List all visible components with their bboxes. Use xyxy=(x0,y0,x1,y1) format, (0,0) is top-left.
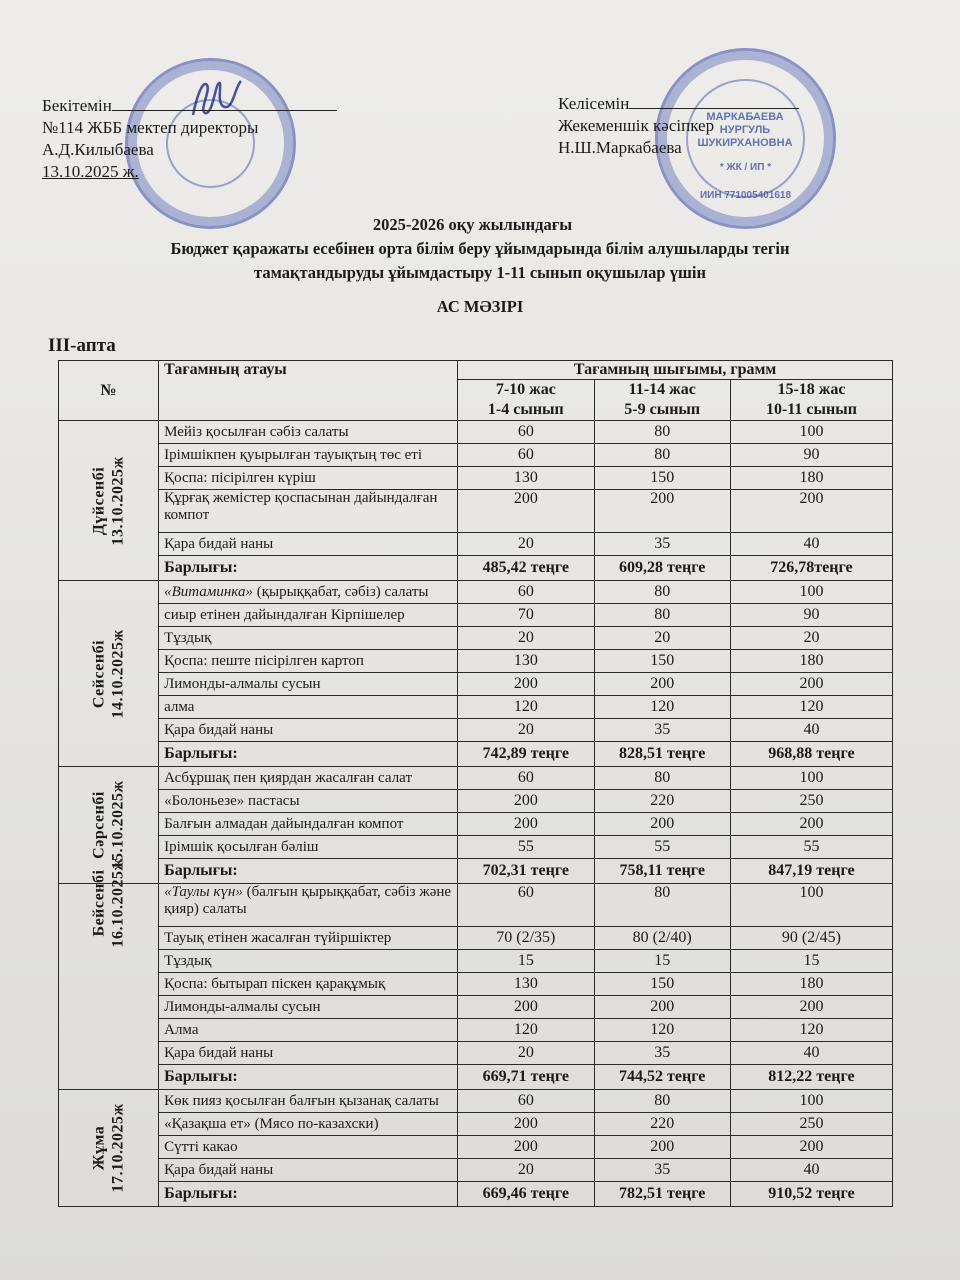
agreement-name: Н.Ш.Маркабаева xyxy=(558,138,682,157)
portion-grams: 60 xyxy=(458,767,594,790)
day-label xyxy=(90,780,128,869)
total-price: 669,46 теңге xyxy=(458,1182,594,1207)
portion-grams: 35 xyxy=(594,719,730,742)
portion-grams: 200 xyxy=(458,673,594,696)
dish-name: Алма xyxy=(164,1021,199,1038)
portion-grams: 80 xyxy=(594,444,730,467)
stamp-iin: ИИН 771005401618 xyxy=(699,190,792,201)
table-row xyxy=(59,1113,893,1136)
portion-grams: 80 (2/40) xyxy=(594,927,730,950)
portion-grams: 55 xyxy=(458,836,594,859)
approval-position: №114 ЖББ мектеп директоры xyxy=(42,118,259,137)
portion-grams: 35 xyxy=(594,1159,730,1182)
dish-name: Балғын алмадан дайындалған компот xyxy=(164,815,404,832)
dish-name: Құрғақ жемістер қоспасынан дайындалған компот xyxy=(164,490,438,523)
table-row xyxy=(59,490,893,533)
portion-grams: 100 xyxy=(730,1090,892,1113)
portion-grams: 200 xyxy=(594,673,730,696)
dish-brand-name: «Таулы күн» xyxy=(164,884,243,900)
header-number: № xyxy=(59,361,159,421)
dish-name-cell xyxy=(159,790,458,813)
dish-name-cell xyxy=(159,973,458,996)
dish-name: (қырыққабат, сәбіз) салаты xyxy=(252,583,429,600)
total-row xyxy=(59,1182,893,1207)
portion-grams: 40 xyxy=(730,1159,892,1182)
dish-name: алма xyxy=(164,698,195,715)
dish-name-cell xyxy=(159,1090,458,1113)
dish-name: Лимонды-алмалы сусын xyxy=(164,675,321,692)
portion-grams: 200 xyxy=(594,813,730,836)
portion-grams: 200 xyxy=(458,790,594,813)
portion-grams: 130 xyxy=(458,973,594,996)
portion-grams: 120 xyxy=(730,696,892,719)
table-row xyxy=(59,927,893,950)
portion-grams: 80 xyxy=(594,1090,730,1113)
dish-name: Қара бидай наны xyxy=(164,1161,274,1178)
dish-name-cell xyxy=(159,673,458,696)
day-label xyxy=(90,858,128,947)
day-date: 15.10.2025ж xyxy=(109,780,127,870)
portion-grams: 60 xyxy=(458,581,594,604)
dish-name-cell xyxy=(159,884,458,927)
dish-name-cell xyxy=(159,767,458,790)
table-row xyxy=(59,1136,893,1159)
table-row xyxy=(59,604,893,627)
dish-name-cell xyxy=(159,533,458,556)
portion-grams: 200 xyxy=(458,490,594,533)
portion-grams: 60 xyxy=(458,1090,594,1113)
day-cell-thursday xyxy=(59,858,159,1090)
dish-name: Тұздық xyxy=(164,952,212,969)
portion-grams: 40 xyxy=(730,1042,892,1065)
portion-grams: 70 (2/35) xyxy=(458,927,594,950)
portion-grams: 80 xyxy=(594,604,730,627)
table-row xyxy=(59,1019,893,1042)
menu-table xyxy=(58,360,893,1207)
portion-grams: 15 xyxy=(594,950,730,973)
portion-grams: 150 xyxy=(594,973,730,996)
day-cell-tuesday xyxy=(59,581,159,767)
dish-name-cell xyxy=(159,604,458,627)
table-row xyxy=(59,836,893,859)
dish-name-cell xyxy=(159,627,458,650)
day-date: 13.10.2025ж xyxy=(109,455,127,546)
table-row xyxy=(59,996,893,1019)
portion-grams: 120 xyxy=(594,696,730,719)
table-row xyxy=(59,950,893,973)
day-name: Дүйсенбі xyxy=(90,466,108,535)
header-age-15-18 xyxy=(730,380,892,421)
table-row xyxy=(59,790,893,813)
total-label: Барлығы: xyxy=(159,859,458,884)
table-row xyxy=(59,767,893,790)
dish-name: Ірімшікпен қуырылған тауықтың төс еті xyxy=(164,446,423,463)
day-name: Жұма xyxy=(90,1125,108,1171)
portion-grams: 20 xyxy=(458,533,594,556)
dish-name-cell xyxy=(159,1159,458,1182)
dish-name: «Болоньезе» пастасы xyxy=(164,792,300,809)
dish-name-cell xyxy=(159,421,458,444)
portion-grams: 60 xyxy=(458,884,594,927)
day-date: 17.10.2025ж xyxy=(109,1103,127,1193)
total-price: 910,52 теңге xyxy=(730,1182,892,1207)
portion-grams: 120 xyxy=(594,1019,730,1042)
table-row xyxy=(59,467,893,490)
dish-name-cell xyxy=(159,719,458,742)
portion-grams: 90 (2/45) xyxy=(730,927,892,950)
portion-grams: 130 xyxy=(458,650,594,673)
total-price: 742,89 теңге xyxy=(458,742,594,767)
title-line-3: тамақтандыруды ұйымдастыру 1-11 сынып оқушылар үшін xyxy=(254,263,706,282)
day-cell-monday xyxy=(59,421,159,581)
day-date: 14.10.2025ж xyxy=(109,628,127,719)
dish-name: Тұздық xyxy=(164,629,212,646)
table-row xyxy=(59,650,893,673)
portion-grams: 150 xyxy=(594,650,730,673)
portion-grams: 80 xyxy=(594,421,730,444)
portion-grams: 180 xyxy=(730,467,892,490)
portion-grams: 200 xyxy=(730,1136,892,1159)
portion-grams: 80 xyxy=(594,581,730,604)
table-row xyxy=(59,719,893,742)
menu-table-body xyxy=(59,421,893,1207)
portion-grams: 180 xyxy=(730,973,892,996)
portion-grams: 100 xyxy=(730,581,892,604)
approval-date: 13.10.2025 ж. xyxy=(42,162,139,181)
day-name: Сейсенбі xyxy=(90,639,108,708)
dish-name-cell xyxy=(159,444,458,467)
grade-range: 10-11 сынып xyxy=(765,401,857,418)
dish-name-cell xyxy=(159,650,458,673)
dish-name-cell xyxy=(159,996,458,1019)
dish-name-cell xyxy=(159,490,458,533)
total-row xyxy=(59,1065,893,1090)
table-row xyxy=(59,421,893,444)
stamp-patronymic: ШУКИРХАНОВНА xyxy=(697,137,793,149)
table-row xyxy=(59,1090,893,1113)
portion-grams: 200 xyxy=(730,996,892,1019)
portion-grams: 200 xyxy=(458,1113,594,1136)
header-dish-name: Тағамның атауы xyxy=(159,361,458,421)
dish-name: Қоспа: пеште пісірілген картоп xyxy=(164,652,364,669)
dish-name: Ірімшік қосылған бәліш xyxy=(164,838,319,855)
dish-name: Асбұршақ пен қиярдан жасалған салат xyxy=(164,769,412,786)
dish-name-cell xyxy=(159,467,458,490)
portion-grams: 100 xyxy=(730,884,892,927)
signature-line xyxy=(629,108,799,109)
portion-grams: 55 xyxy=(730,836,892,859)
total-price: 847,19 теңге xyxy=(730,859,892,884)
agreement-position: Жекеменшік кәсіпкер xyxy=(558,116,715,135)
age-range: 7-10 жас xyxy=(495,381,556,398)
total-price: 758,11 теңге xyxy=(594,859,730,884)
portion-grams: 40 xyxy=(730,719,892,742)
portion-grams: 200 xyxy=(730,813,892,836)
age-range: 15-18 жас xyxy=(777,381,846,398)
dish-name: Қоспа: бытырап піскен қарақұмық xyxy=(164,975,386,992)
header-age-7-10 xyxy=(458,380,594,421)
table-row xyxy=(59,1042,893,1065)
stamp-type: * ЖК / ИП * xyxy=(719,162,772,173)
dish-name: «Қазақша ет» (Мясо по-казахски) xyxy=(164,1115,379,1132)
title-academic-year: 2025-2026 оқу жылындағы xyxy=(372,215,573,234)
portion-grams: 60 xyxy=(458,421,594,444)
portion-grams: 200 xyxy=(730,673,892,696)
approval-name: А.Д.Килыбаева xyxy=(42,140,154,159)
day-cell-friday xyxy=(59,1090,159,1207)
day-date: 16.10.2025ж xyxy=(109,858,127,948)
dish-name-cell xyxy=(159,836,458,859)
portion-grams: 180 xyxy=(730,650,892,673)
stamp-firstname: НУРГУЛЬ xyxy=(719,124,771,136)
portion-grams: 200 xyxy=(594,996,730,1019)
dish-name: Қоспа: пісірілген күріш xyxy=(164,469,316,486)
title-menu: АС МӘЗІРІ xyxy=(436,297,524,316)
portion-grams: 80 xyxy=(594,884,730,927)
dish-name-cell xyxy=(159,581,458,604)
age-range: 11-14 жас xyxy=(628,381,696,398)
portion-grams: 200 xyxy=(458,1136,594,1159)
total-price: 485,42 теңге xyxy=(458,556,594,581)
dish-name-cell xyxy=(159,1136,458,1159)
dish-name: Сүтті какао xyxy=(164,1138,238,1155)
total-row xyxy=(59,859,893,884)
portion-grams: 20 xyxy=(458,1159,594,1182)
total-label: Барлығы: xyxy=(159,742,458,767)
dish-name: Қара бидай наны xyxy=(164,1044,274,1061)
dish-name: Тауық етінен жасалған түйіршіктер xyxy=(164,929,392,946)
table-row xyxy=(59,673,893,696)
portion-grams: 200 xyxy=(458,996,594,1019)
agreement-label: Келісемін xyxy=(558,94,630,113)
portion-grams: 20 xyxy=(458,1042,594,1065)
day-label xyxy=(90,456,128,545)
portion-grams: 220 xyxy=(594,790,730,813)
dish-name-cell xyxy=(159,813,458,836)
portion-grams: 40 xyxy=(730,533,892,556)
portion-grams: 250 xyxy=(730,1113,892,1136)
signature-line xyxy=(112,110,337,111)
title-line-2: Бюджет қаражаты есебінен орта білім беру ұйымдарында білім алушыларды тегін xyxy=(170,239,790,258)
week-label: ІІІ-апта xyxy=(48,335,116,356)
dish-name-cell xyxy=(159,696,458,719)
portion-grams: 100 xyxy=(730,421,892,444)
dish-name-cell xyxy=(159,1019,458,1042)
header-yield: Тағамның шығымы, грамм xyxy=(458,361,893,380)
portion-grams: 20 xyxy=(458,719,594,742)
total-price: 968,88 теңге xyxy=(730,742,892,767)
table-row xyxy=(59,973,893,996)
total-price: 702,31 теңге xyxy=(458,859,594,884)
portion-grams: 130 xyxy=(458,467,594,490)
approval-label: Бекітемін xyxy=(42,96,112,115)
table-row xyxy=(59,696,893,719)
grade-range: 5-9 сынып xyxy=(624,401,701,418)
portion-grams: 200 xyxy=(594,1136,730,1159)
stamp-surname: МАРКАБАЕВА xyxy=(706,111,784,123)
table-row xyxy=(59,1159,893,1182)
portion-grams: 150 xyxy=(594,467,730,490)
dish-name-cell xyxy=(159,950,458,973)
table-row xyxy=(59,533,893,556)
table-row xyxy=(59,444,893,467)
total-price: 669,71 теңге xyxy=(458,1065,594,1090)
dish-brand-name: «Витаминка» xyxy=(164,583,253,600)
portion-grams: 200 xyxy=(458,813,594,836)
day-name: Сәрсенбі xyxy=(90,791,108,859)
dish-name: сиыр етінен дайындалған Кірпішелер xyxy=(164,606,405,623)
portion-grams: 15 xyxy=(730,950,892,973)
portion-grams: 220 xyxy=(594,1113,730,1136)
dish-name: Мейіз қосылған сәбіз салаты xyxy=(164,423,349,440)
document-title xyxy=(0,213,960,319)
dish-name: Қара бидай наны xyxy=(164,535,274,552)
portion-grams: 35 xyxy=(594,1042,730,1065)
day-label xyxy=(90,629,128,718)
portion-grams: 35 xyxy=(594,533,730,556)
table-row xyxy=(59,813,893,836)
total-label: Барлығы: xyxy=(159,1182,458,1207)
portion-grams: 60 xyxy=(458,444,594,467)
portion-grams: 200 xyxy=(730,490,892,533)
total-price: 828,51 теңге xyxy=(594,742,730,767)
portion-grams: 70 xyxy=(458,604,594,627)
approval-block xyxy=(42,95,337,183)
day-label xyxy=(90,1103,128,1192)
table-row xyxy=(59,884,893,927)
portion-grams: 250 xyxy=(730,790,892,813)
portion-grams: 90 xyxy=(730,604,892,627)
portion-grams: 120 xyxy=(458,696,594,719)
total-label: Барлығы: xyxy=(159,1065,458,1090)
total-price: 744,52 теңге xyxy=(594,1065,730,1090)
portion-grams: 120 xyxy=(458,1019,594,1042)
dish-name: Көк пияз қосылған балғын қызанақ салаты xyxy=(164,1092,439,1109)
total-price: 782,51 теңге xyxy=(594,1182,730,1207)
total-price: 609,28 теңге xyxy=(594,556,730,581)
dish-name-cell xyxy=(159,1113,458,1136)
portion-grams: 80 xyxy=(594,767,730,790)
total-row xyxy=(59,742,893,767)
dish-name-cell xyxy=(159,927,458,950)
portion-grams: 120 xyxy=(730,1019,892,1042)
portion-grams: 20 xyxy=(730,627,892,650)
total-label: Барлығы: xyxy=(159,556,458,581)
portion-grams: 15 xyxy=(458,950,594,973)
portion-grams: 55 xyxy=(594,836,730,859)
total-row xyxy=(59,556,893,581)
total-price: 726,78теңге xyxy=(730,556,892,581)
grade-range: 1-4 сынып xyxy=(487,401,564,418)
table-row xyxy=(59,627,893,650)
dish-name: Лимонды-алмалы сусын xyxy=(164,998,321,1015)
portion-grams: 20 xyxy=(594,627,730,650)
portion-grams: 90 xyxy=(730,444,892,467)
table-row xyxy=(59,581,893,604)
header-age-11-14 xyxy=(594,380,730,421)
dish-name: Қара бидай наны xyxy=(164,721,274,738)
day-name: Бейсенбі xyxy=(90,869,108,937)
portion-grams: 100 xyxy=(730,767,892,790)
portion-grams: 20 xyxy=(458,627,594,650)
dish-name: (балғын қырыққабат, сәбіз және қияр) салаты xyxy=(164,884,452,917)
agreement-block xyxy=(558,93,799,159)
dish-name-cell xyxy=(159,1042,458,1065)
portion-grams: 200 xyxy=(594,490,730,533)
total-price: 812,22 теңге xyxy=(730,1065,892,1090)
